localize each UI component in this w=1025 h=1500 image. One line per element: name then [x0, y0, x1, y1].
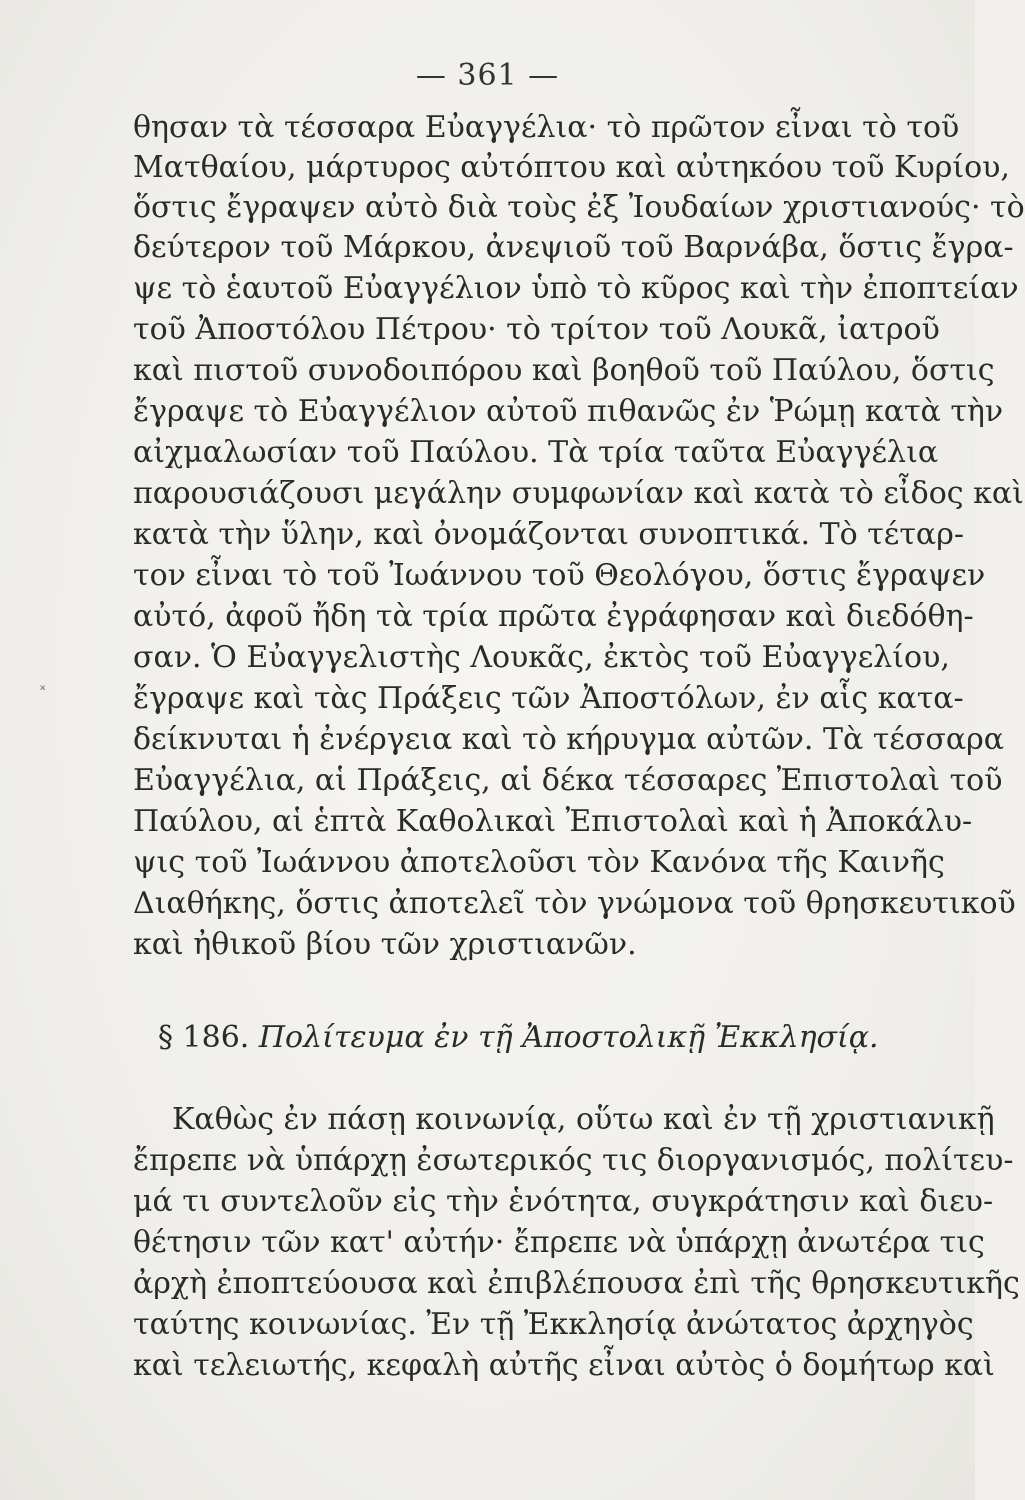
text-line: ψις τοῦ Ἰωάννου ἀποτελοῦσι τὸν Κανόνα τῆς Καινῆς [133, 845, 945, 880]
section-title: Πολίτευμα ἐν τῇ Ἀποστολικῇ Ἐκκλησίᾳ. [258, 1020, 879, 1055]
text-line: καὶ ἠθικοῦ βίου τῶν χριστιανῶν. [133, 927, 637, 962]
section-heading [158, 1018, 879, 1058]
section-number: § 186. [158, 1020, 250, 1055]
text-line: Ματθαίου, μάρτυρος αὐτόπτου καὶ αὐτηκόου τοῦ Κυρίου, [133, 150, 1010, 185]
text-line: σαν. Ὁ Εὐαγγελιστὴς Λουκᾶς, ἐκτὸς τοῦ Εὐαγγελίου, [133, 640, 950, 675]
text-line: Διαθήκης, ὅστις ἀποτελεῖ τὸν γνώμονα τοῦ θρησκευτικοῦ [133, 886, 1016, 921]
text-line: ὅστις ἔγραψεν αὐτὸ διὰ τοὺς ἐξ Ἰουδαίων χριστιανούς· τὸ [133, 190, 1025, 225]
text-line: τοῦ Ἀποστόλου Πέτρου· τὸ τρίτον τοῦ Λουκᾶ, ἰατροῦ [133, 312, 940, 347]
text-line: δείκνυται ἡ ἐνέργεια καὶ τὸ κήρυγμα αὐτῶν. Τὰ τέσσαρα [133, 722, 1005, 757]
text-line: θέτησιν τῶν κατ' αὐτήν· ἔπρεπε νὰ ὑπάρχῃ ἀνωτέρα τις [133, 1225, 985, 1260]
text-line: ψε τὸ ἑαυτοῦ Εὐαγγέλιον ὑπὸ τὸ κῦρος καὶ τὴν ἐποπτείαν [133, 271, 1019, 306]
text-line: δεύτερον τοῦ Μάρκου, ἀνεψιοῦ τοῦ Βαρνάβα, ὅστις ἔγρα- [133, 230, 1014, 265]
page-number: — 361 — [415, 58, 560, 93]
text-line: ἔπρεπε νὰ ὑπάρχῃ ἐσωτερικός τις διοργανισμός, πολίτευ- [133, 1143, 1014, 1178]
margin-mark: ˟ [40, 683, 46, 699]
text-line: ἔγραψε καὶ τὰς Πράξεις τῶν Ἀποστόλων, ἐν αἷς κατα- [133, 681, 964, 716]
text-line: Εὐαγγέλια, αἱ Πράξεις, αἱ δέκα τέσσαρες Ἐπιστολαὶ τοῦ [133, 763, 1003, 798]
text-line: Καθὼς ἐν πάσῃ κοινωνίᾳ, οὕτω καὶ ἐν τῇ χριστιανικῇ [172, 1102, 995, 1137]
text-line: παρουσιάζουσι μεγάλην συμφωνίαν καὶ κατὰ τὸ εἶδος καὶ [133, 476, 1024, 511]
text-line: αἰχμαλωσίαν τοῦ Παύλου. Τὰ τρία ταῦτα Εὐαγγέλια [133, 435, 939, 470]
text-line: ταύτης κοινωνίας. Ἐν τῇ Ἐκκλησίᾳ ἀνώτατος ἀρχηγὸς [133, 1307, 974, 1342]
text-line: τον εἶναι τὸ τοῦ Ἰωάννου τοῦ Θεολόγου, ὅστις ἔγραψεν [133, 558, 986, 593]
text-line: ἀρχὴ ἐποπτεύουσα καὶ ἐπιβλέπουσα ἐπὶ τῆς θρησκευτικῆς [133, 1266, 1020, 1301]
text-line: καὶ τελειωτής, κεφαλὴ αὐτῆς εἶναι αὐτὸς ὁ δομήτωρ καὶ [133, 1348, 995, 1383]
text-line: κατὰ τὴν ὕλην, καὶ ὀνομάζονται συνοπτικά. Τὸ τέταρ- [133, 517, 964, 552]
text-line: καὶ πιστοῦ συνοδοιπόρου καὶ βοηθοῦ τοῦ Παύλου, ὅστις [133, 353, 995, 388]
text-line: αὐτό, ἀφοῦ ἤδη τὰ τρία πρῶτα ἐγράφησαν καὶ διεδόθη- [133, 599, 974, 634]
text-line: μά τι συντελοῦν εἰς τὴν ἑνότητα, συγκράτησιν καὶ διευ- [133, 1184, 994, 1219]
text-line: θησαν τὰ τέσσαρα Εὐαγγέλια· τὸ πρῶτον εἶναι τὸ τοῦ [133, 110, 960, 145]
text-line: Παύλου, αἱ ἑπτὰ Καθολικαὶ Ἐπιστολαὶ καὶ ἡ Ἀποκάλυ- [133, 804, 973, 839]
text-line: ἔγραψε τὸ Εὐαγγέλιον αὐτοῦ πιθανῶς ἐν Ῥώμῃ κατὰ τὴν [133, 394, 1004, 429]
